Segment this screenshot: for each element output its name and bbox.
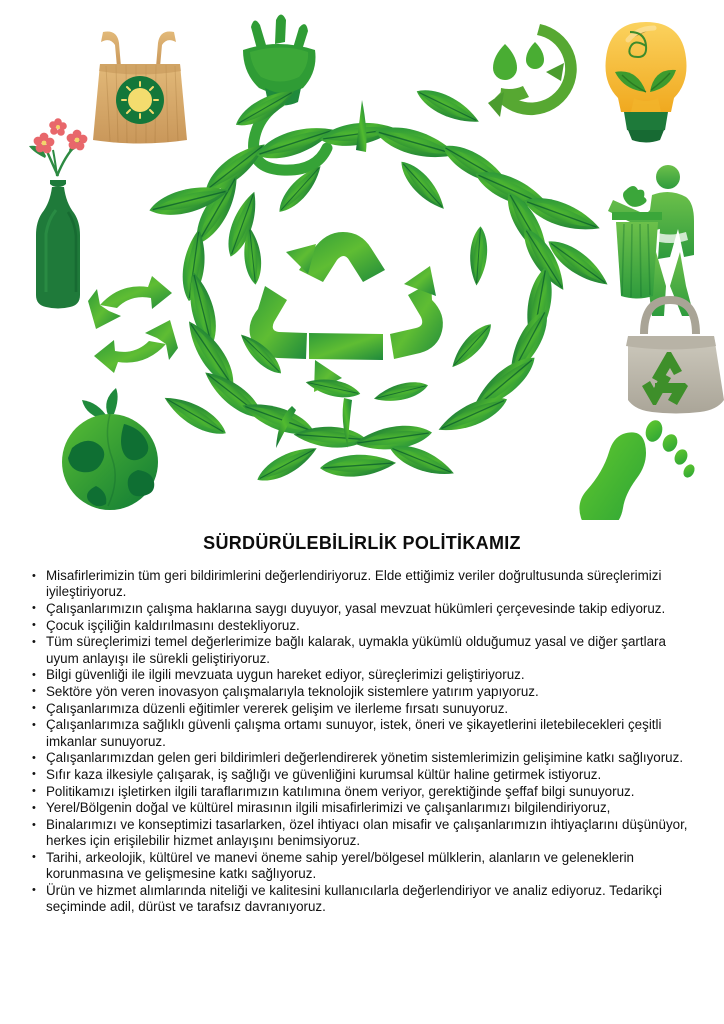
footprint-icon	[579, 418, 696, 520]
list-item: • Tüm süreçlerimizi temel değerlerimize bağlı kalarak, uymakla yükümlü olduğumuz yasal ve diğer şartlara uyum anlayışı ile sürekli geliştiriyoruz.	[30, 634, 700, 666]
list-item: • Misafirlerimizin tüm geri bildirimlerini değerlendiriyoruz. Elde ettiğimiz veriler doğrultusunda süreçlerimizi iyileştiriyoruz.	[30, 568, 700, 600]
tote-bag-icon	[626, 300, 724, 414]
flower-blossom	[34, 118, 88, 153]
page-title: SÜRDÜRÜLEBİLİRLİK POLİTİKAMIZ	[203, 533, 521, 553]
list-item: • Çalışanlarımıza sağlıklı güvenli çalışma ortamı sunuyor, istek, öneri ve şikayetlerini iletebilecekleri çeşitli imkanlar sunuyoruz.	[30, 717, 700, 749]
flower-bottle-icon	[29, 118, 87, 308]
list-item: • Sektöre yön veren inovasyon çalışmalarıyla teknolojik sistemlere yatırım yapıyoruz.	[30, 684, 700, 700]
list-item: • Çalışanlarımızın çalışma haklarına saygı duyuyor, yasal mevzuat hükümleri çerçevesinde takip ediyoruz.	[30, 601, 700, 617]
policy-list	[30, 568, 700, 916]
earth-globe-icon	[62, 388, 158, 510]
list-item: • Çalışanlarımızdan gelen geri bildirimleri değerlendirerek yönetim sistemlerimizin gelişimine katkı sağlıyoruz.	[30, 750, 700, 766]
trash-person-icon	[608, 165, 694, 316]
leaf-wreath	[147, 83, 614, 489]
list-item: • Sıfır kaza ilkesiyle çalışarak, iş sağlığı ve güvenliğini kurumsal kültür haline getirmek istiyoruz.	[30, 767, 700, 783]
list-item: • Politikamızı işletirken ilgili taraflarımızın katılımına önem veriyor, gerektiğinde şeffaf bilgi sunuyoruz.	[30, 784, 700, 800]
list-item: • Ürün ve hizmet alımlarında niteliği ve kalitesini kullanıcılarla değerlendiriyor ve analiz ediyoruz. Tedarikçi seçiminde adil, dürüst ve tarafsız davranıyoruz.	[30, 883, 700, 915]
lightbulb-icon	[606, 22, 687, 143]
shopping-bag-icon	[93, 31, 187, 143]
list-item: • Tarihi, arkeolojik, kültürel ve manevi öneme sahip yerel/bölgesel mülklerin, alanların ve geleneklerin korunmasına ve gelişmesine katkı sağlıyoruz.	[30, 850, 700, 882]
list-item: • Çocuk işçiliğin kaldırılmasını destekliyoruz.	[30, 618, 700, 634]
recycle-arrows-icon	[88, 276, 178, 373]
list-item: • Bilgi güvenliği ile ilgili mevzuata uygun hareket ediyor, süreçlerimizi geliştiriyoruz.	[30, 667, 700, 683]
water-drop-recycle-icon	[488, 24, 577, 117]
list-item: • Çalışanlarımıza düzenli eğitimler vererek gelişim ve ilerleme fırsatı sunuyoruz.	[30, 701, 700, 717]
list-item: • Yerel/Bölgenin doğal ve kültürel mirasının ilgili misafirlerimizi ve çalışanlarımızı bilgilendiriyoruz,	[30, 800, 700, 816]
list-item: • Binalarımızı ve konseptimizi tasarlarken, özel ihtiyacı olan misafir ve çalışanlarımızın ihtiyaçlarını düşünüyor, herkes için erişilebilir hizmet anlayışını benimsiyoruz.	[30, 817, 700, 849]
